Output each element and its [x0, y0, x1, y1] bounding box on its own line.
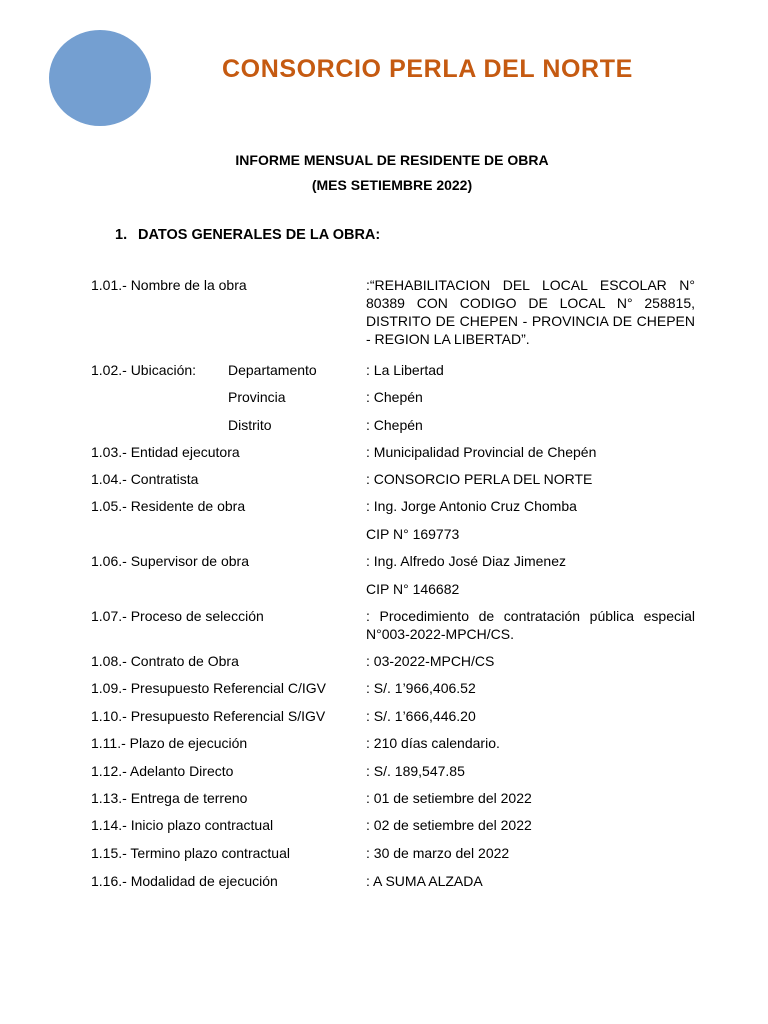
item-sublabel: Distrito: [228, 417, 272, 433]
item-value: : Ing. Jorge Antonio Cruz Chomba: [366, 498, 577, 514]
item-label: 1.02.- Ubicación:: [91, 362, 197, 378]
item-value: : Chepén: [366, 389, 423, 405]
item-label: 1.08.- Contrato de Obra: [91, 653, 239, 669]
item-label: 1.03.- Entidad ejecutora: [91, 444, 240, 460]
item-value: : 210 días calendario.: [366, 735, 500, 751]
item-value: : La Libertad: [366, 362, 444, 378]
section-heading: [115, 227, 380, 243]
item-label: 1.07.- Proceso de selección: [91, 608, 264, 624]
section-number: 1.: [115, 227, 128, 243]
item-sublabel: Provincia: [228, 389, 286, 405]
company-name: CONSORCIO PERLA DEL NORTE: [222, 55, 633, 83]
item-value: : Ing. Alfredo José Diaz Jimenez: [366, 553, 566, 569]
logo-circle: [49, 30, 151, 126]
item-value: : S/. 1’966,406.52: [366, 680, 476, 696]
item-value: :“REHABILITACION DEL LOCAL ESCOLAR N° 80389 CON CODIGO DE LOCAL N° 258815, DISTRITO DE CHEPEN - PROVINCIA DE CHEPEN - REGION LA LIBERTAD”.: [366, 277, 695, 347]
report-period: (MES SETIEMBRE 2022): [311, 177, 473, 193]
item-value: CIP N° 146682: [366, 581, 460, 597]
item-label: 1.13.- Entrega de terreno: [91, 790, 248, 806]
item-value: : S/. 189,547.85: [366, 763, 465, 779]
report-title: INFORME MENSUAL DE RESIDENTE DE OBRA: [235, 152, 549, 168]
section-title: DATOS GENERALES DE LA OBRA:: [138, 227, 381, 243]
item-label: 1.10.- Presupuesto Referencial S/IGV: [91, 708, 326, 724]
item-label: 1.12.- Adelanto Directo: [91, 763, 234, 779]
item-label: 1.11.- Plazo de ejecución: [91, 735, 248, 751]
item-value: : 03-2022-MPCH/CS: [366, 653, 495, 669]
item-label: 1.04.- Contratista: [91, 471, 199, 487]
item-label: 1.06.- Supervisor de obra: [91, 553, 249, 569]
item-label: 1.01.- Nombre de la obra: [91, 277, 247, 293]
item-value: : 01 de setiembre del 2022: [366, 790, 532, 806]
item-value: : Chepén: [366, 417, 423, 433]
item-label: 1.14.- Inicio plazo contractual: [91, 817, 274, 833]
item-value: CIP N° 169773: [366, 526, 460, 542]
item-label: 1.16.- Modalidad de ejecución: [91, 873, 278, 889]
item-value: : 02 de setiembre del 2022: [366, 817, 532, 833]
item-label: 1.15.- Termino plazo contractual: [91, 845, 290, 861]
item-value: : Procedimiento de contratación pública especial N°003-2022-MPCH/CS.: [366, 608, 695, 642]
item-value: : 30 de marzo del 2022: [366, 845, 510, 861]
item-label: 1.05.- Residente de obra: [91, 498, 246, 514]
item-label: 1.09.- Presupuesto Referencial C/IGV: [91, 680, 327, 696]
item-value: : CONSORCIO PERLA DEL NORTE: [366, 471, 593, 487]
item-sublabel: Departamento: [228, 362, 317, 378]
item-value: : A SUMA ALZADA: [366, 873, 483, 889]
item-value: : Municipalidad Provincial de Chepén: [366, 444, 597, 460]
item-value: : S/. 1’666,446.20: [366, 708, 476, 724]
